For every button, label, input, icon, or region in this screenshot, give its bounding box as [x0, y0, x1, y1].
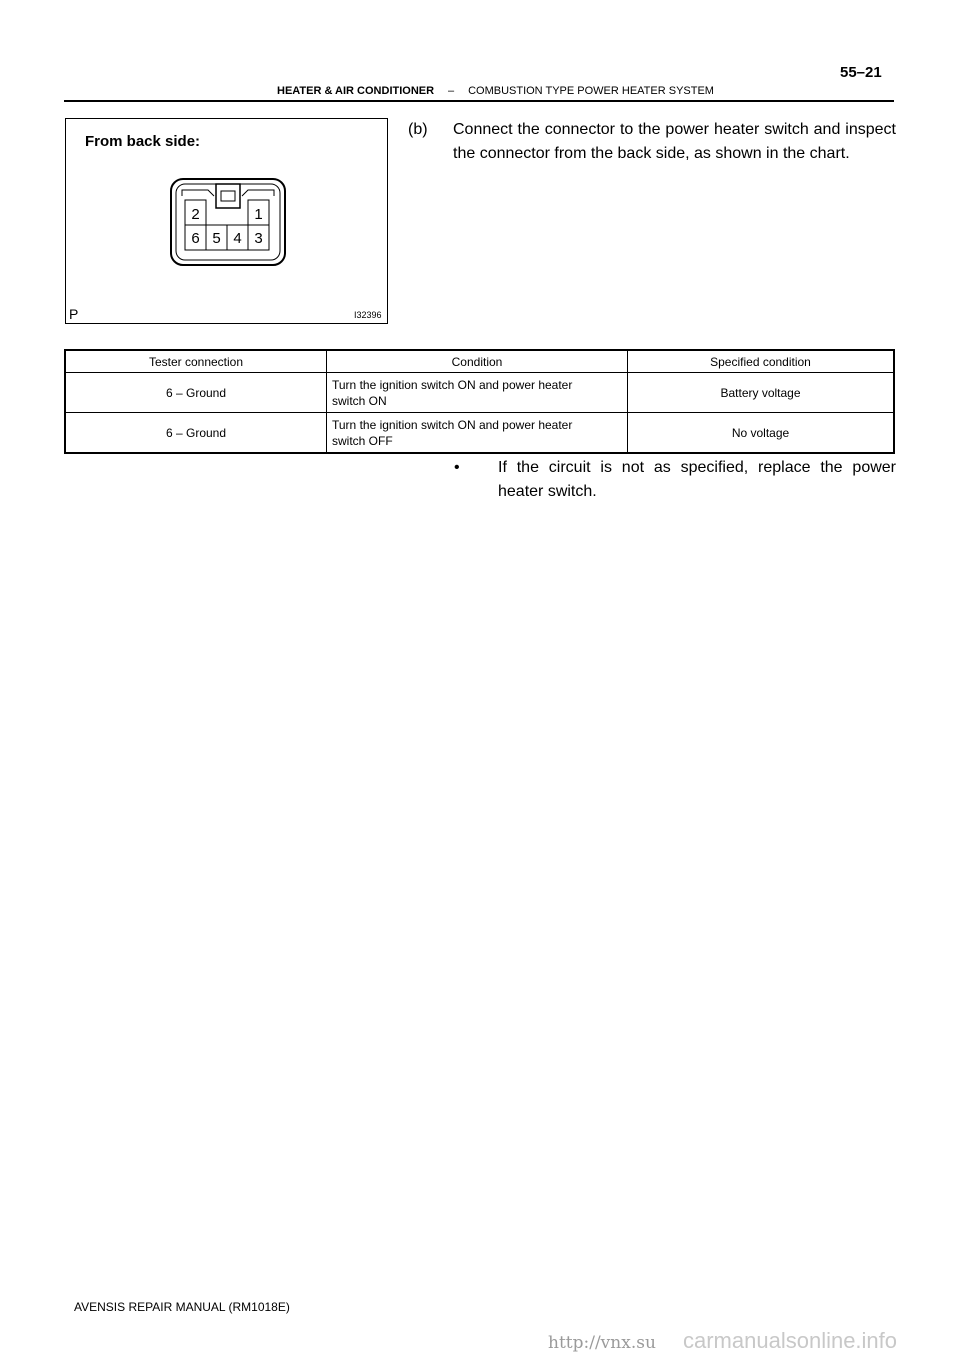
condition-line-1: Turn the ignition switch ON and power heater — [332, 377, 573, 392]
note-bullet — [454, 456, 896, 504]
bullet-icon: • — [454, 459, 460, 476]
table-row — [65, 413, 894, 454]
pin-1: 1 — [254, 206, 263, 223]
cell-connection: 6 – Ground — [65, 373, 327, 413]
bullet-text: If the circuit is not as specified, replace the power heater switch. — [498, 459, 896, 500]
table-row — [65, 373, 894, 413]
pin-4: 4 — [233, 230, 242, 247]
section-title: HEATER & AIR CONDITIONER — [277, 85, 435, 97]
condition-line-2: switch OFF — [332, 433, 393, 448]
pin-2: 2 — [191, 206, 200, 223]
watermark-link[interactable]: http://vnx.su — [548, 1333, 656, 1353]
figure-title: From back side: — [85, 133, 201, 150]
table-header-row — [65, 350, 894, 373]
step-label: (b) — [408, 121, 428, 138]
page-number: 55–21 — [840, 64, 882, 81]
running-header — [277, 85, 714, 97]
inspection-table — [64, 349, 895, 454]
header-rule — [64, 100, 894, 102]
step-text: Connect the connector to the power heater switch and inspect the connector from the back side, as shown in the chart. — [453, 121, 896, 162]
header-tester-connection: Tester connection — [65, 350, 327, 373]
connector-diagram — [168, 176, 288, 268]
subsection-title: COMBUSTION TYPE POWER HEATER SYSTEM — [468, 85, 714, 97]
figure-code: I32396 — [354, 310, 382, 320]
cell-specified: Battery voltage — [628, 373, 895, 413]
pin-5: 5 — [212, 230, 221, 247]
header-specified-condition: Specified condition — [628, 350, 895, 373]
manual-footer: AVENSIS REPAIR MANUAL (RM1018E) — [74, 1300, 290, 1314]
cell-connection: 6 – Ground — [65, 413, 327, 454]
figure-marker: P — [69, 306, 79, 322]
cell-condition — [327, 373, 628, 413]
condition-line-2: switch ON — [332, 393, 387, 408]
pin-6: 6 — [191, 230, 200, 247]
header-separator: – — [448, 85, 455, 97]
cell-condition — [327, 413, 628, 454]
cell-specified: No voltage — [628, 413, 895, 454]
pin-3: 3 — [254, 230, 263, 247]
condition-line-1: Turn the ignition switch ON and power heater — [332, 417, 573, 432]
header-condition: Condition — [327, 350, 628, 373]
procedure-step — [408, 118, 896, 165]
site-watermark[interactable]: carmanualsonline.info — [683, 1328, 898, 1353]
